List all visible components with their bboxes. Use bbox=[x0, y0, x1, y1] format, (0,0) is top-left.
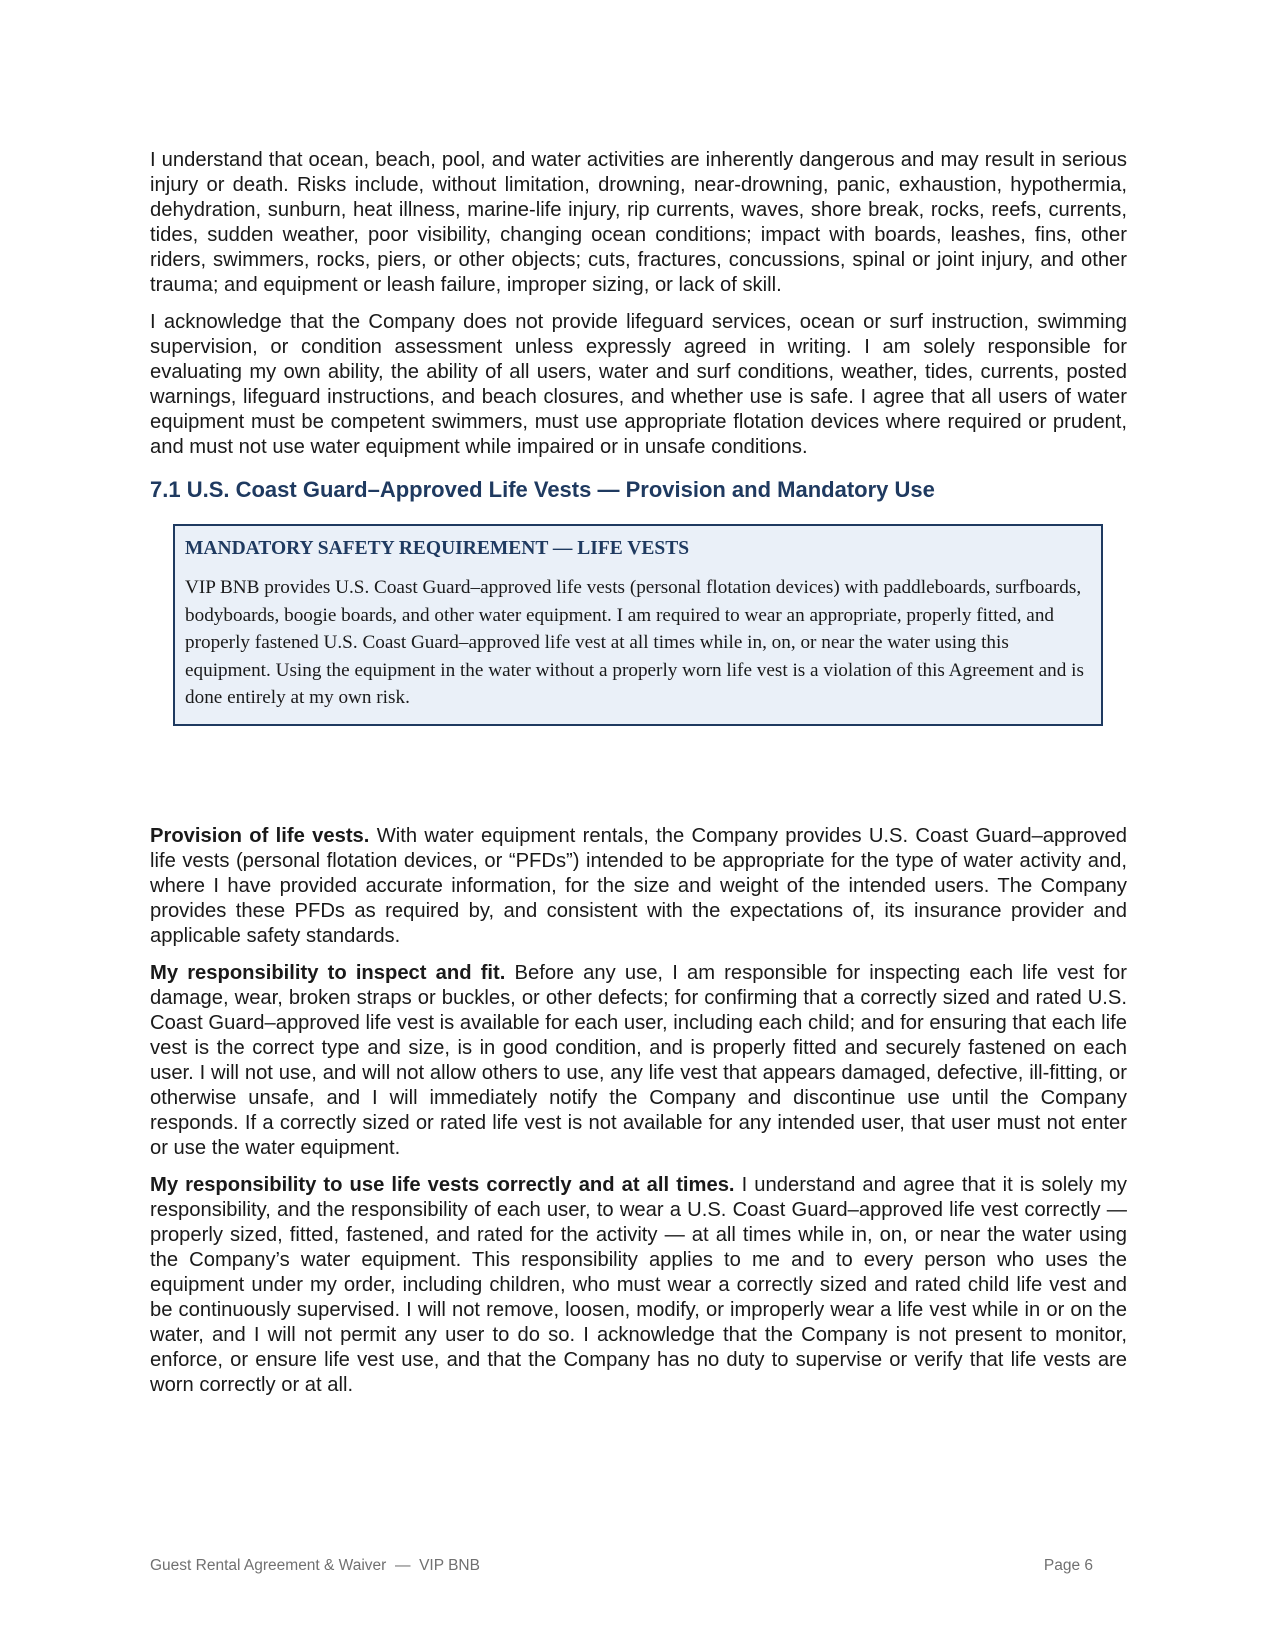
use-correctly-lead: My responsibility to use life vests correctly and at all times. bbox=[150, 1173, 735, 1196]
provision-paragraph bbox=[150, 824, 1127, 949]
use-correctly-paragraph bbox=[150, 1173, 1127, 1398]
footer-document-title: Guest Rental Agreement & Waiver — VIP BNB bbox=[150, 1557, 480, 1574]
callout-title: MANDATORY SAFETY REQUIREMENT — LIFE VESTS bbox=[185, 538, 690, 559]
page-footer bbox=[150, 1557, 1093, 1575]
provision-text: With water equipment rentals, the Company provides U.S. Coast Guard–approved life vests (personal flotation devices, or “PFDs”) intended to be appropriate for the type of water activity and, where I have provided accurate information, for the size and weight of the intended users. The Company provides these PFDs as required by, and consistent with the expectations of, its insurance provider and applicable safety standards. bbox=[150, 824, 1127, 947]
page-number: Page 6 bbox=[1043, 1557, 1093, 1574]
use-correctly-text: I understand and agree that it is solely my responsibility, and the responsibility of each user, to wear a U.S. Coast Guard–approved life vest correctly — properly sized, fitted, fastened, and rated for the activity — at all times while in, on, or near the water using the Company’s water equipment. This responsibility applies to me and to every person who uses the equipment under my order, including children, who must wear a correctly sized and rated child life vest and be continuously supervised. I will not remove, loosen, modify, or improperly wear a life vest while in or on the water, and I will not permit any user to do so. I acknowledge that the Company is not present to monitor, enforce, or ensure life vest use, and that the Company has no duty to supervise or verify that life vests are worn correctly or at all. bbox=[150, 1173, 1127, 1396]
callout-text: VIP BNB provides U.S. Coast Guard–approved life vests (personal flotation devices) with paddleboards, surfboards, bodyboards, boogie boards, and other water equipment. I am required to wear an appropriate, properly fitted, and properly fastened U.S. Coast Guard–approved life vest at all times while in, on, or near the water using this equipment. Using the equipment in the water without a properly worn life vest is a violation of this Agreement and is done entirely at my own risk. bbox=[185, 577, 1084, 708]
inspect-fit-text: Before any use, I am responsible for inspecting each life vest for damage, wear, broken straps or buckles, or other defects; for confirming that a correctly sized and rated U.S. Coast Guard–approved life vest is available for each user, including each child; and for ensuring that each life vest is the correct type and size, is in good condition, and is properly fitted and securely fastened on each user. I will not use, and will not allow others to use, any life vest that appears damaged, defective, ill-fitting, or otherwise unsafe, and I will immediately notify the Company and discontinue use until the Company responds. If a correctly sized or rated life vest is not available for any intended user, that user must not enter or use the water equipment. bbox=[150, 961, 1127, 1159]
section-spacer bbox=[150, 726, 1127, 824]
section-heading: 7.1 U.S. Coast Guard–Approved Life Vests — Provision and Mandatory Use bbox=[150, 477, 935, 502]
inspect-fit-paragraph bbox=[150, 961, 1127, 1161]
document-page bbox=[150, 148, 1127, 1410]
acknowledgment-paragraph: I acknowledge that the Company does not provide lifeguard services, ocean or surf instruction, swimming supervision, or condition assessment unless expressly agreed in writing. I am solely responsible for evaluating my own ability, the ability of all users, water and surf conditions, weather, tides, currents, posted warnings, lifeguard instructions, and beach closures, and whether use is safe. I agree that all users of water equipment must be competent swimmers, must use appropriate flotation devices where required or prudent, and must not use water equipment while impaired or in unsafe conditions. bbox=[150, 311, 1127, 458]
risk-paragraph: I understand that ocean, beach, pool, and water activities are inherently dangerous and may result in serious injury or death. Risks include, without limitation, drowning, near-drowning, panic, exhaustion, hypothermia, dehydration, sunburn, heat illness, marine-life injury, rip currents, waves, shore break, rocks, reefs, currents, tides, sudden weather, poor visibility, changing ocean conditions; impact with boards, leashes, fins, other riders, swimmers, rocks, piers, or other objects; cuts, fractures, concussions, spinal or joint injury, and other trauma; and equipment or leash failure, improper sizing, or lack of skill. bbox=[150, 149, 1127, 296]
inspect-fit-lead: My responsibility to inspect and fit. bbox=[150, 961, 506, 984]
provision-lead: Provision of life vests. bbox=[150, 824, 370, 847]
safety-callout-box bbox=[173, 524, 1103, 726]
